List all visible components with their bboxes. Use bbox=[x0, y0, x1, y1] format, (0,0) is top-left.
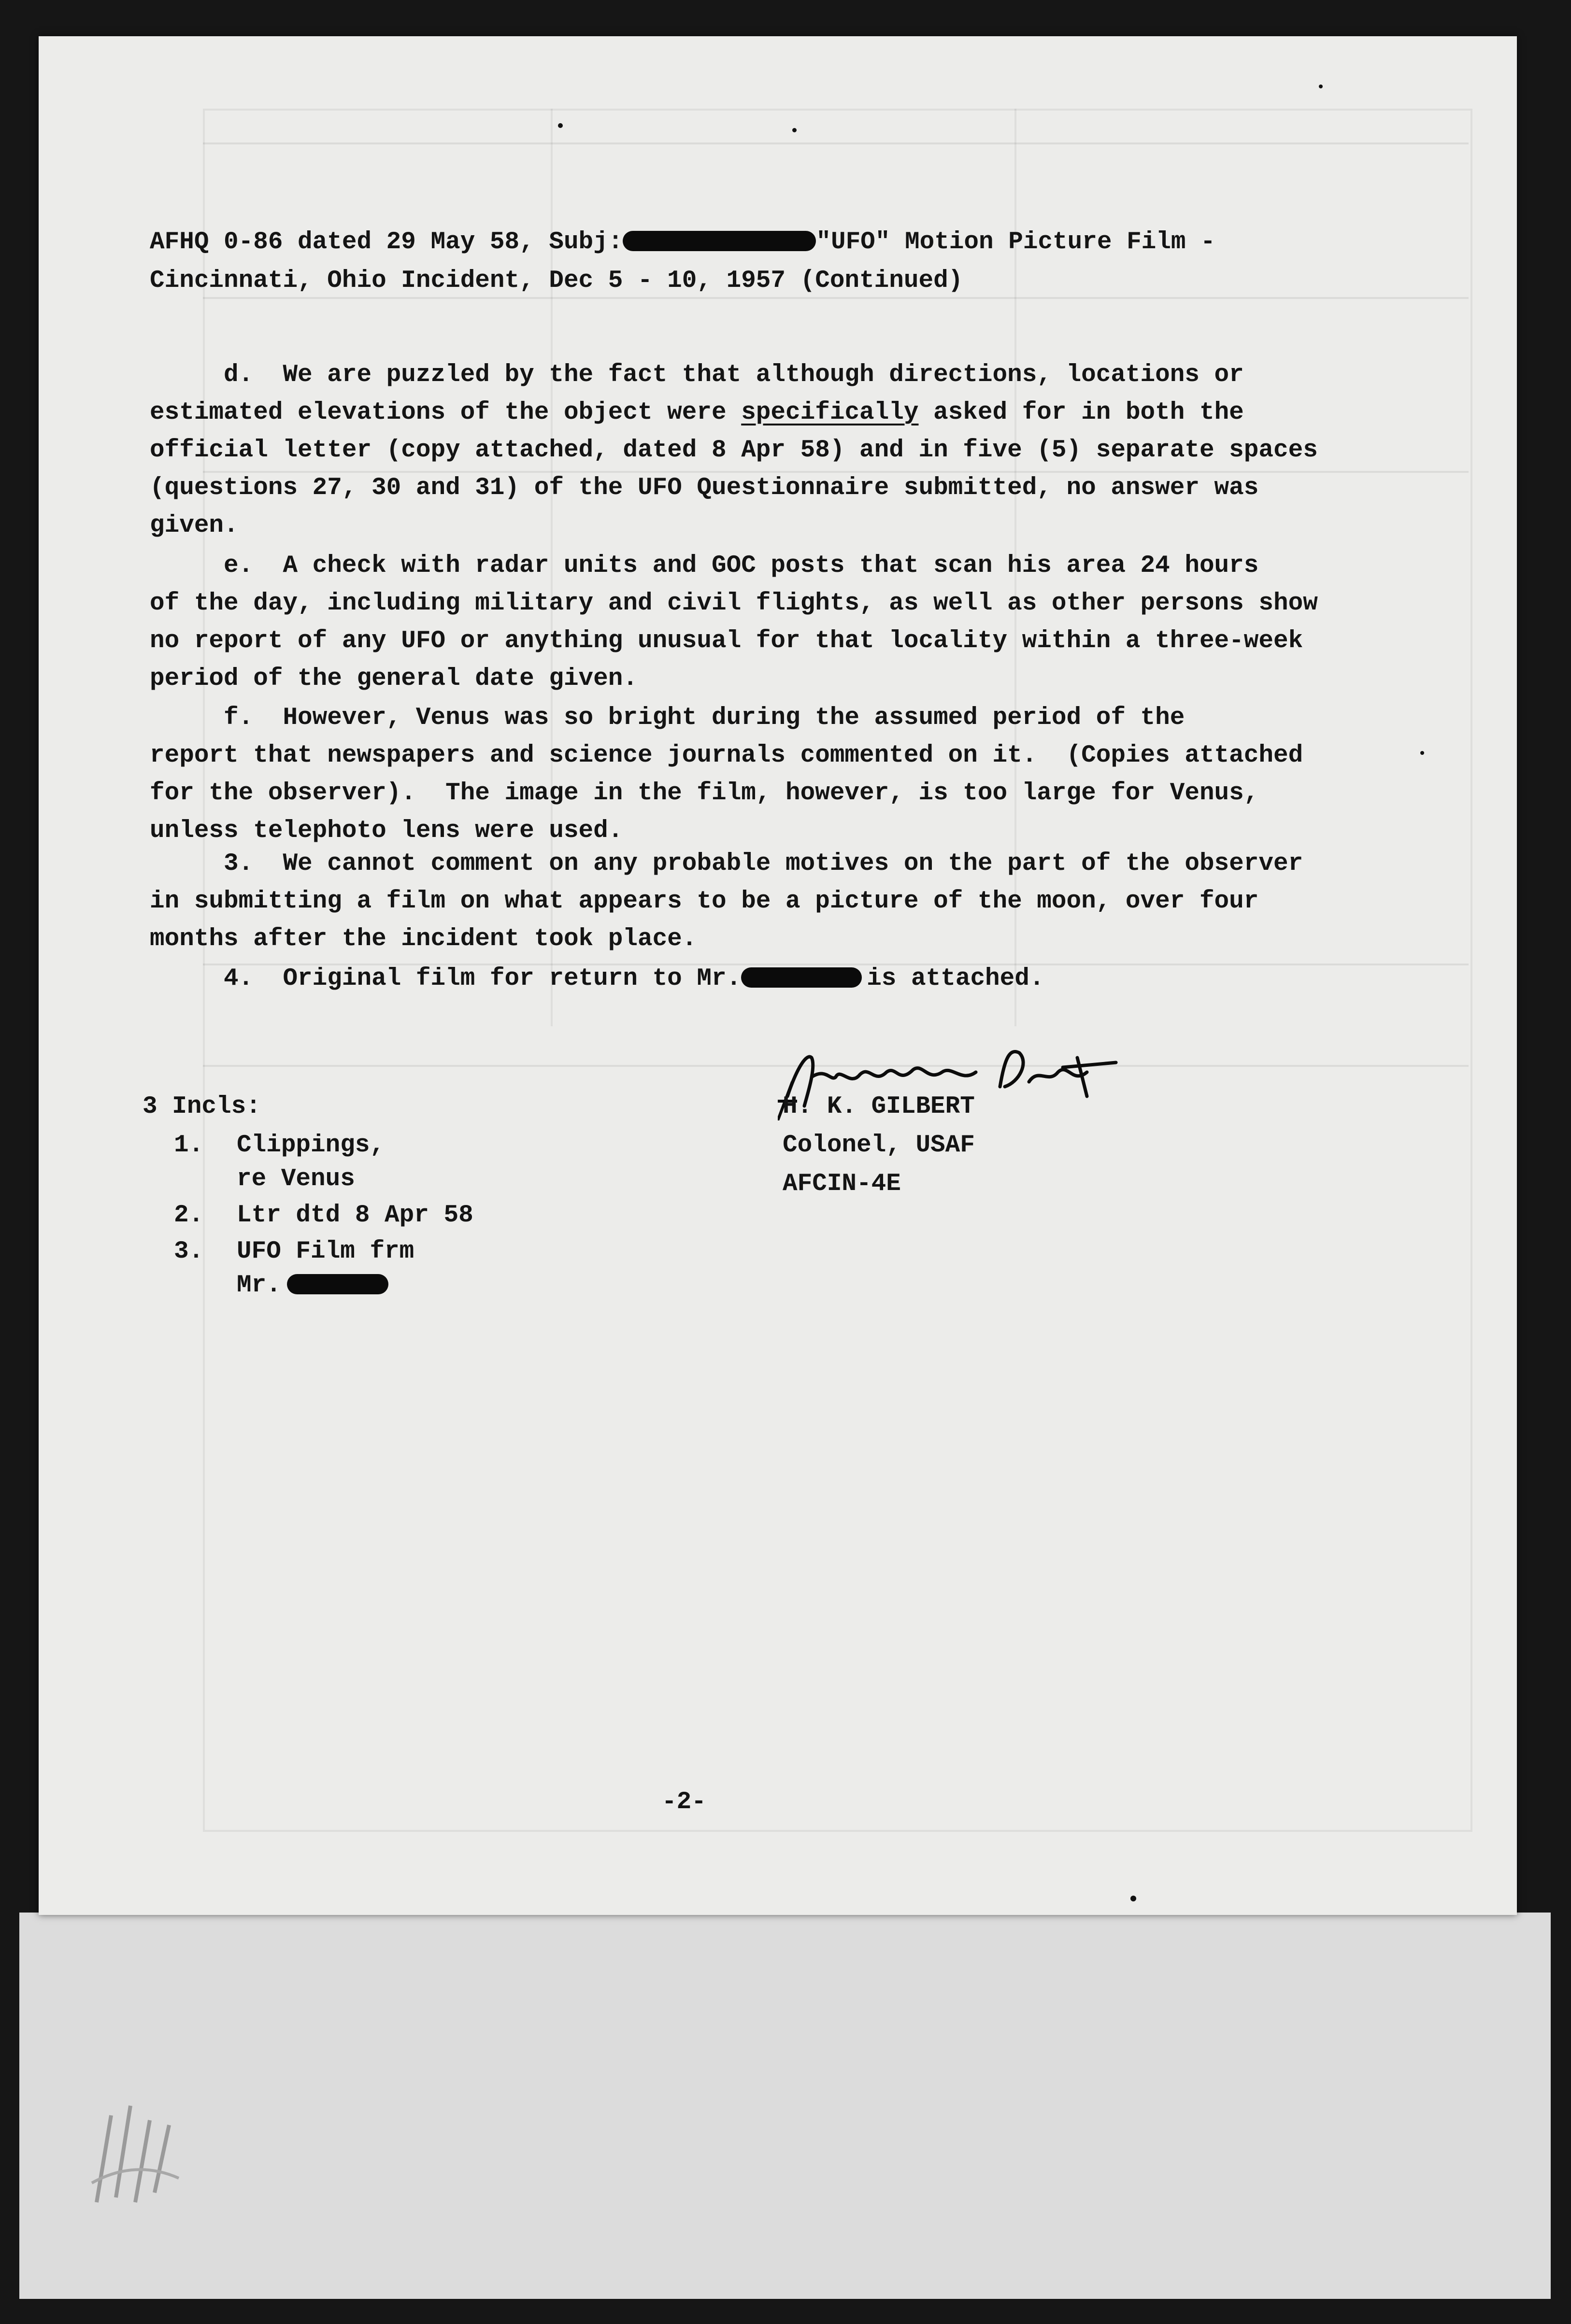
inclosures-heading: 3 Incls: bbox=[143, 1093, 261, 1120]
paragraph-line: e. A check with radar units and GOC posts that scan his area 24 hours bbox=[150, 552, 1259, 580]
dust-speck bbox=[1420, 751, 1424, 755]
paragraph-line: months after the incident took place. bbox=[150, 925, 697, 953]
subject-header-line-1: AFHQ 0-86 dated 29 May 58, Subj: "UFO" Motion Picture Film - bbox=[150, 228, 1215, 256]
paragraph-line: official letter (copy attached, dated 8 Apr 58) and in five (5) separate spaces bbox=[150, 437, 1318, 464]
redaction bbox=[623, 231, 816, 251]
subject-header-line-2: Cincinnati, Ohio Incident, Dec 5 - 10, 1957 (Continued) bbox=[150, 267, 963, 295]
page-number: -2- bbox=[662, 1788, 706, 1816]
paragraph-line: of the day, including military and civil flights, as well as other persons show bbox=[150, 590, 1318, 617]
list-item: re Venus bbox=[237, 1165, 355, 1193]
paragraph-line: report that newspapers and science journals commented on it. (Copies attached bbox=[150, 742, 1303, 769]
list-item-number: 3. bbox=[174, 1238, 204, 1265]
signer-name: H. K. GILBERT bbox=[783, 1093, 975, 1120]
signer-rank: Colonel, USAF bbox=[783, 1132, 975, 1159]
paragraph-line: f. However, Venus was so bright during the assumed period of the bbox=[150, 704, 1185, 732]
paragraph-line: for the observer). The image in the film, however, is too large for Venus, bbox=[150, 779, 1259, 807]
dust-speck bbox=[558, 123, 563, 128]
redaction bbox=[287, 1274, 388, 1294]
underlined-word: specifically bbox=[741, 399, 919, 426]
redaction bbox=[741, 967, 862, 988]
pencil-mark-icon bbox=[77, 2086, 193, 2212]
paragraph-line: period of the general date given. bbox=[150, 665, 638, 693]
paragraph-4: 4. Original film for return to Mr. is attached. bbox=[150, 965, 1044, 992]
paragraph-line: in submitting a film on what appears to be a picture of the moon, over four bbox=[150, 888, 1259, 915]
signer-office: AFCIN-4E bbox=[783, 1170, 901, 1198]
dust-speck bbox=[792, 128, 797, 132]
list-item: Clippings, bbox=[237, 1132, 385, 1159]
paragraph-line: estimated elevations of the object were specifically asked for in both the bbox=[150, 399, 1244, 426]
document-page bbox=[39, 36, 1517, 1915]
paragraph-line: unless telephoto lens were used. bbox=[150, 817, 623, 845]
dust-speck bbox=[1319, 85, 1323, 88]
paragraph-line: (questions 27, 30 and 31) of the UFO Questionnaire submitted, no answer was bbox=[150, 474, 1259, 502]
scan-lower-margin bbox=[19, 1913, 1551, 2299]
list-item: Ltr dtd 8 Apr 58 bbox=[237, 1202, 473, 1229]
dust-speck bbox=[1130, 1896, 1136, 1901]
paragraph-line: 3. We cannot comment on any probable motives on the part of the observer bbox=[150, 850, 1303, 878]
list-item: Mr. bbox=[237, 1265, 388, 1306]
list-item-number: 1. bbox=[174, 1132, 204, 1159]
list-item: UFO Film frm bbox=[237, 1238, 414, 1265]
paragraph-line: d. We are puzzled by the fact that although directions, locations or bbox=[150, 361, 1244, 389]
list-item-number: 2. bbox=[174, 1202, 204, 1229]
show-through-rule bbox=[203, 142, 1469, 144]
paragraph-line: given. bbox=[150, 512, 239, 539]
paragraph-line: no report of any UFO or anything unusual for that locality within a three-week bbox=[150, 627, 1303, 655]
